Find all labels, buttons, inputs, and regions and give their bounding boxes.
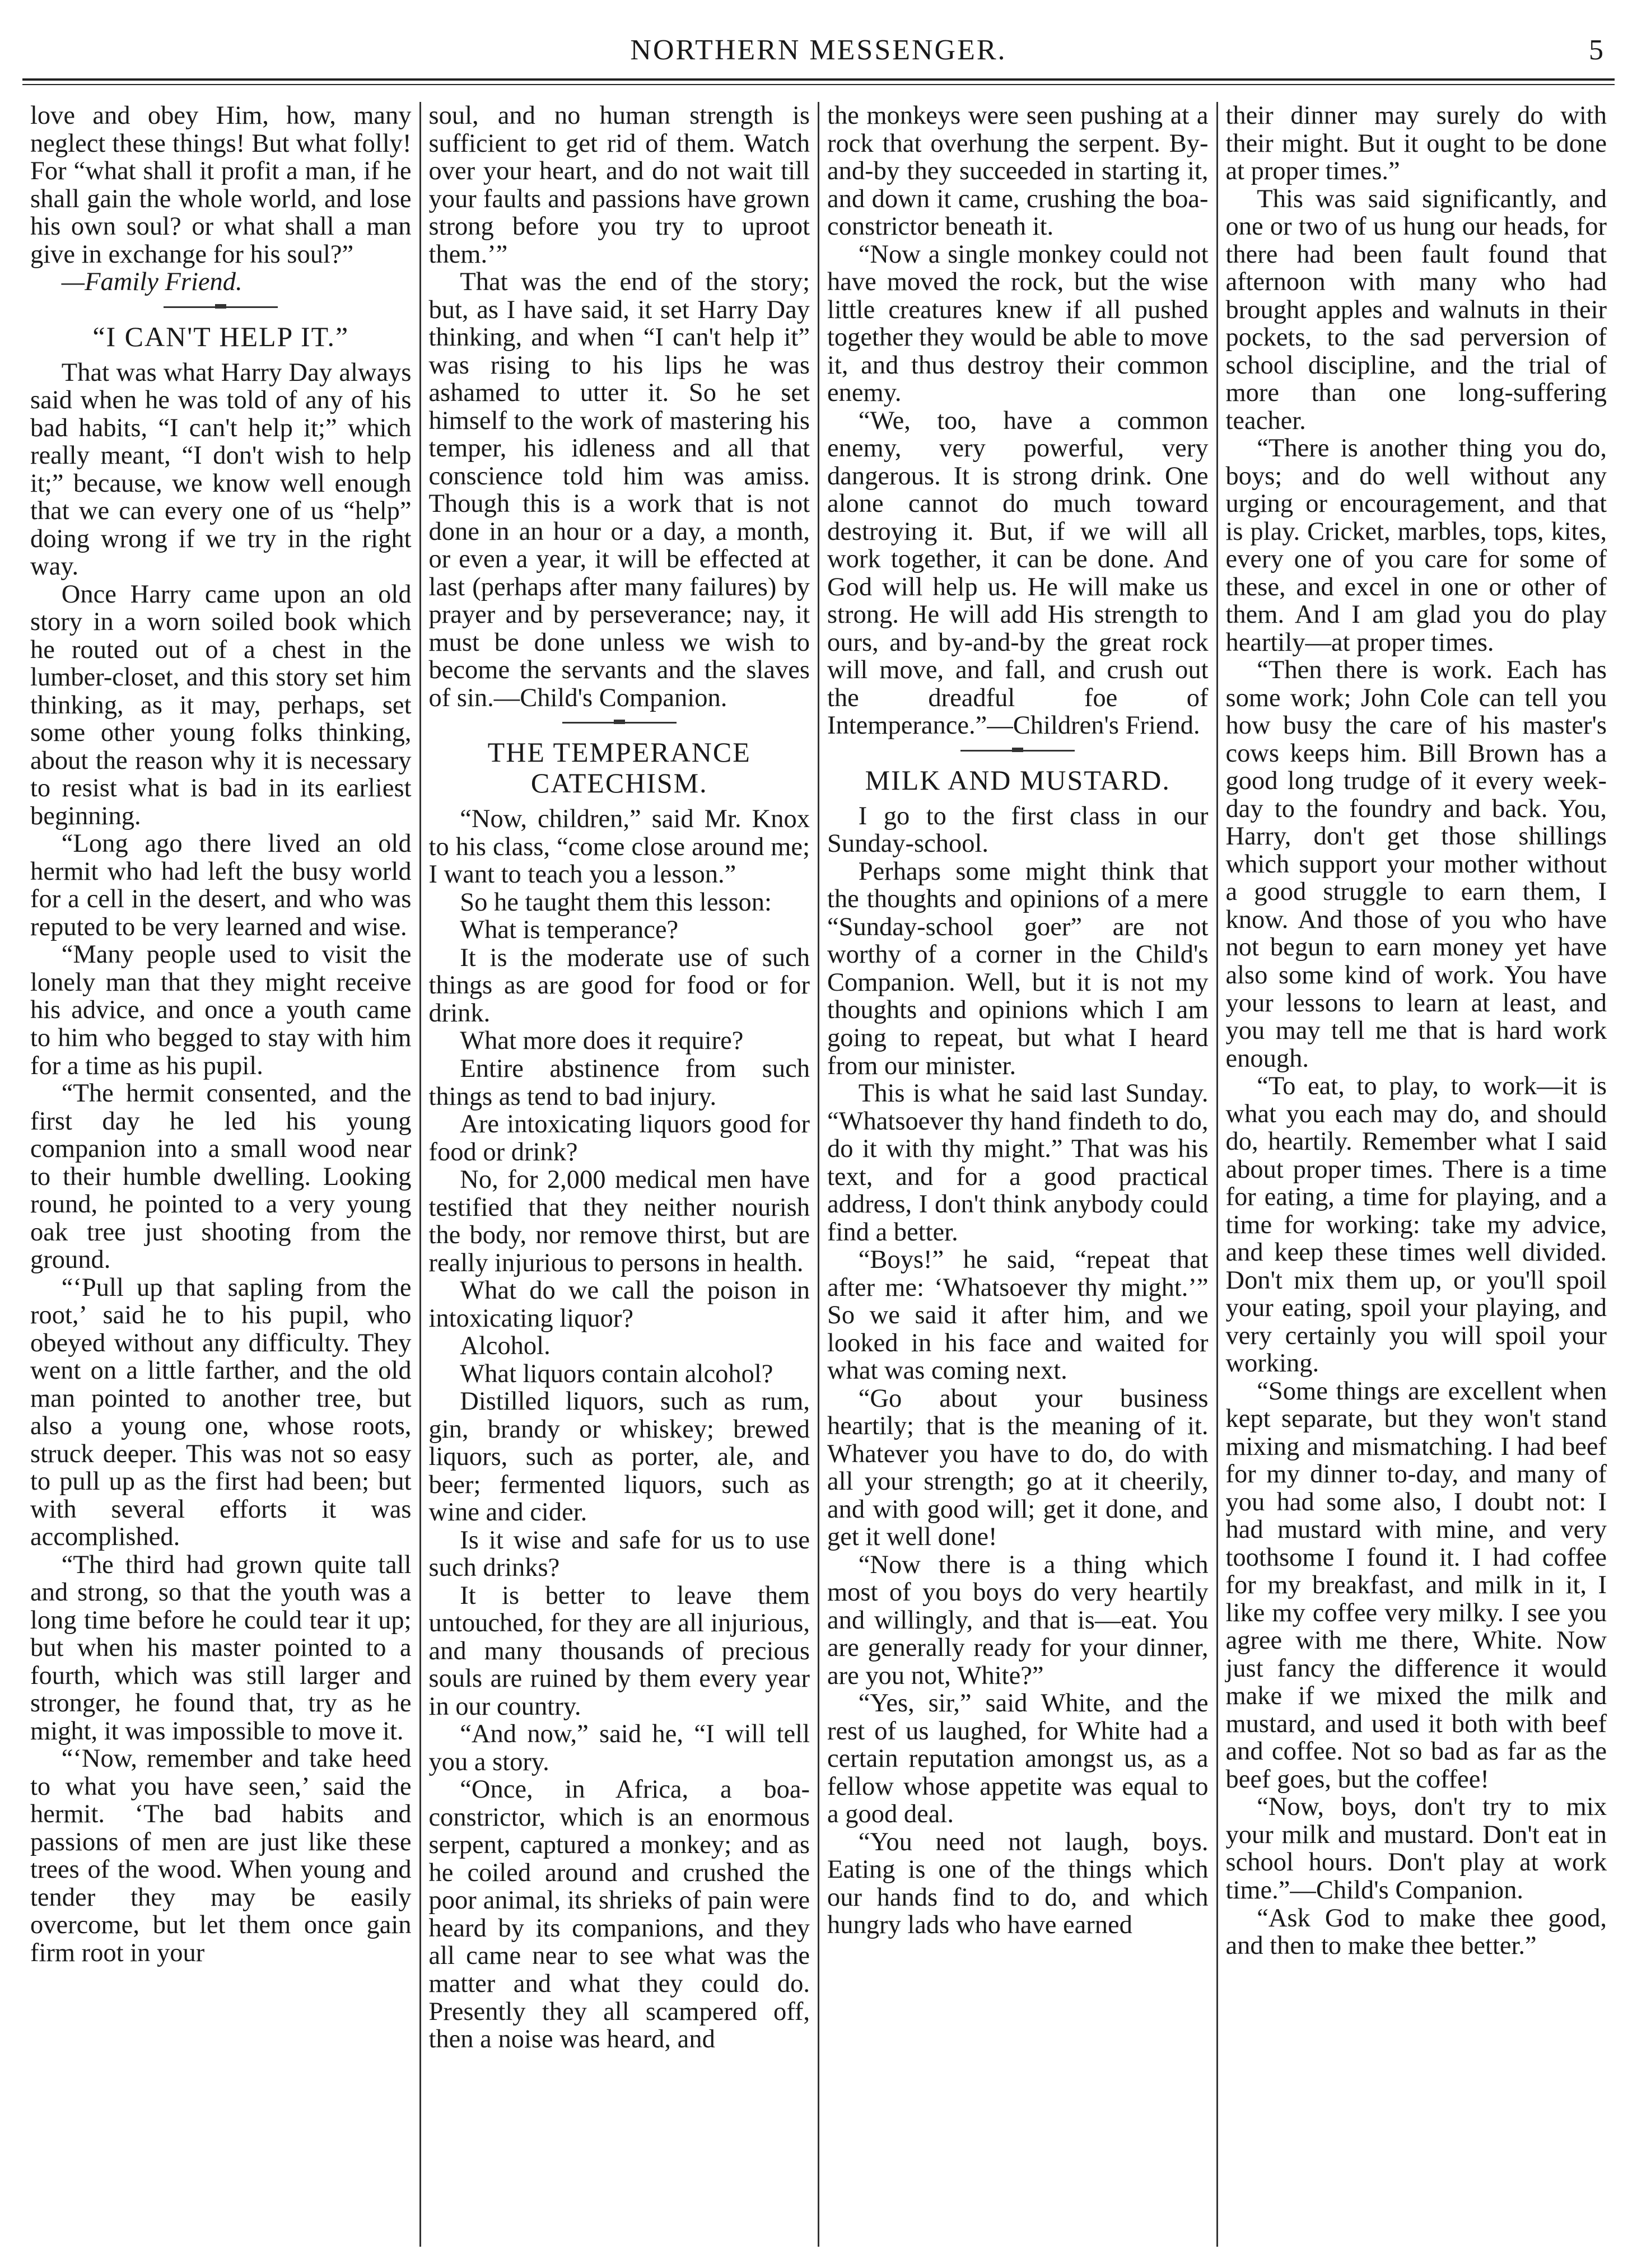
paragraph: “You need not laugh, boys. Eating is one of the things which our hands find to do, and which hungry lads who have earned xyxy=(827,1827,1209,1940)
paragraph: “Now there is a thing which most of you boys do very heartily and willingly, and that is—eat. You are generally ready for your dinner, are you not, White?” xyxy=(827,1550,1209,1690)
attribution: —Family Friend. xyxy=(61,268,242,297)
paragraph: “Ask God to make thee good, and then to make thee better.” xyxy=(1225,1903,1607,1961)
masthead-title: NORTHERN MESSENGER. xyxy=(630,34,1007,66)
catechism-answer: Distilled liquors, such as rum, gin, brandy or whiskey; brewed liquors, such as porter, ale, and beer; fermented liquors, such as wine and cider. xyxy=(428,1387,810,1527)
catechism-question: What do we call the poison in intoxicating liquor? xyxy=(428,1276,810,1333)
paragraph: So he taught them this lesson: xyxy=(460,888,772,917)
paragraph: This was said significantly, and one or two of us hung our heads, for there had been fault found that afternoon with many who had brought apples and walnuts in their pockets, to the sad perversion of school discipline, and the trial of more than one long-suffering teacher. xyxy=(1225,184,1607,435)
paragraph: “There is another thing you do, boys; and do well without any urging or encouragement, and that is play. Cricket, marbles, tops, kites, every one of you care for some of these, and excel in one or other of them. And I am glad you do play heartily—at proper times. xyxy=(1225,434,1607,657)
paragraph: “We, too, have a common enemy, very powerful, very dangerous. It is strong drink. One alone cannot do much toward destroying it. But, if we will all work together, it can be done. And God will help us. He will make us strong. He will add His strength to ours, and by-and-by the great rock will move, and fall, and crush out the dreadful foe of Intemperance.”—Children's Friend. xyxy=(827,406,1209,740)
paragraph: “The third had grown quite tall and strong, so that the youth was a long time before he could tear it up; but when his master pointed to a fourth, which was still larger and stronger, he found that, try as he might, it was impossible to move it. xyxy=(30,1550,412,1746)
paragraph: “Then there is work. Each has some work; John Cole can tell you how busy the care of his master's cows keeps him. Bill Brown has a good long trudge of it every week-day to the foundry and back. You, Harry, don't get those shillings which support your mother without a good struggle to earn them, I know. And those of you who have not begun to earn money yet have also some kind of work. You have your lessons to learn at least, and you may tell me that is hard work enough. xyxy=(1225,656,1607,1073)
column-2 xyxy=(419,102,818,2247)
paragraph: soul, and no human strength is sufficient to get rid of them. Watch over your heart, and do not wait till your faults and passions have grown strong before you try to uproot them.’” xyxy=(428,102,810,269)
article-title-milk-and-mustard: MILK AND MUSTARD. xyxy=(865,764,1170,796)
article-title-cant-help-it: “I CAN'T HELP IT.” xyxy=(92,320,349,352)
paragraph: “The hermit consented, and the first day he led his young companion into a small wood near to their humble dwelling. Looking round, he pointed to a very young oak tree just shooting from the ground. xyxy=(30,1079,412,1275)
paragraph: “Yes, sir,” said White, and the rest of us laughed, for White had a certain reputation amongst us, as a fellow whose appetite was equal to a good deal. xyxy=(827,1689,1209,1829)
catechism-question: Are intoxicating liquors good for food or drink? xyxy=(428,1110,810,1166)
catechism-answer: No, for 2,000 medical men have testified that they neither nourish the body, nor remove thirst, but are really injurious to persons in health. xyxy=(428,1165,810,1277)
paragraph: “Boys!” he said, “repeat that after me: ‘Whatsoever thy might.’” So we said it after him, and we looked in his face and waited for what was coming next. xyxy=(827,1245,1209,1385)
paragraph: Perhaps some might think that the thoughts and opinions of a mere “Sunday-school goer” are not worthy of a corner in the Child's Companion. Well, but it is not my thoughts and opinions which I am going to repeat, but what I heard from our minister. xyxy=(827,857,1209,1080)
paragraph: This is what he said last Sunday. “Whatsoever thy hand findeth to do, do it with thy might.” That was his text, and for a good practical address, I don't think anybody could find a better. xyxy=(827,1079,1209,1247)
paragraph: “Go about your business heartily; that is the meaning of it. Whatever you have to do, do with all your strength; go at it cheerily, and with good will; get it done, and get it well done! xyxy=(827,1384,1209,1552)
page-header xyxy=(22,12,1615,96)
paragraph: “Many people used to visit the lonely man that they might receive his advice, and once a youth came to him who begged to stay with him for a time as his pupil. xyxy=(30,940,412,1080)
paragraph: That was the end of the story; but, as I have said, it set Harry Day thinking, and when “I can't help it” was rising to his lips he was ashamed to utter it. So he set himself to the work of mastering his temper, his idleness and all that conscience told him was amiss. Though this is a work that is not done in an hour or a day, a month, or even a year, it will be effected at last (perhaps after many failures) by prayer and by perseverance; nay, it must be done unless we wish to become the servants and the slaves of sin.—Child's Companion. xyxy=(428,268,810,712)
section-divider xyxy=(960,750,1075,752)
catechism-answer: Alcohol. xyxy=(460,1332,551,1361)
paragraph: “And now,” said he, “I will tell you a story. xyxy=(428,1720,810,1776)
catechism-question: What more does it require? xyxy=(460,1026,744,1056)
header-rule xyxy=(22,78,1615,85)
paragraph: “Now, boys, don't try to mix your milk and mustard. Don't eat in school hours. Don't play at work time.”—Child's Companion. xyxy=(1225,1793,1607,1905)
paragraph: the monkeys were seen pushing at a rock that overhung the serpent. By-and-by they succeeded in starting it, and down it came, crushing the boa-constrictor beneath it. xyxy=(827,102,1209,241)
paragraph: “Some things are excellent when kept separate, but they won't stand mixing and mismatching. I had beef for my dinner to-day, and many of you had some also, I doubt not: I had mustard with mine, and very toothsome I found it. I had coffee for my breakfast, and milk in it, I like my coffee very milky. I see you agree with me there, White. Now just fancy the difference it would make if we mixed the milk and mustard, and used it both with beef and coffee. Not so bad as far as the beef goes, but the coffee! xyxy=(1225,1376,1607,1794)
paragraph: “Now a single monkey could not have moved the rock, but the wise little creatures knew if all pushed together they would be able to move it, and thus destroy their common enemy. xyxy=(827,240,1209,408)
paragraph: “Long ago there lived an old hermit who had left the busy world for a cell in the desert, and who was reputed to be very learned and wise. xyxy=(30,829,412,941)
catechism-answer: It is the moderate use of such things as are good for food or for drink. xyxy=(428,943,810,1028)
paragraph: “‘Now, remember and take heed to what you have seen,’ said the hermit. ‘The bad habits and passions of men are just like these trees of the wood. When young and tender they may be easily overcome, but let them once gain firm root in your xyxy=(30,1744,412,1967)
catechism-answer: Entire abstinence from such things as tend to bad injury. xyxy=(428,1054,810,1111)
catechism-answer: It is better to leave them untouched, for they are all injurious, and many thousands of precious souls are ruined by them every year in our country. xyxy=(428,1581,810,1721)
column-1 xyxy=(22,102,419,2247)
paragraph: I go to the first class in our Sunday-school. xyxy=(827,801,1209,858)
paragraph: “‘Pull up that sapling from the root,’ said he to his pupil, who obeyed without any difficulty. They went on a little farther, and the old man pointed to another tree, but also a young one, whose roots, struck deeper. This was not so easy to pull up as the first had been; but with several efforts it was accomplished. xyxy=(30,1273,412,1552)
newspaper-page xyxy=(22,12,1615,2252)
column-3 xyxy=(818,102,1216,2247)
article-columns xyxy=(22,102,1615,2247)
paragraph: Once Harry came upon an old story in a worn soiled book which he routed out of a chest in the lumber-closet, and this story set him thinking, as it may, perhaps, set some other young folks thinking, about the reason why it is necessary to resist what is bad in its earliest beginning. xyxy=(30,580,412,830)
section-divider xyxy=(562,722,677,724)
catechism-question: What liquors contain alcohol? xyxy=(460,1359,773,1388)
paragraph: “To eat, to play, to work—it is what you each may do, and should do, heartily. Remember what I said about proper times. There is a time for eating, a time for playing, and a time for working: take my advice, and keep these times well divided. Don't mix them up, or you'll spoil your eating, spoil your playing, and very certainly you will spoil your working. xyxy=(1225,1072,1607,1378)
paragraph: their dinner may surely do with their might. But it ought to be done at proper times.” xyxy=(1225,102,1607,186)
column-4 xyxy=(1216,102,1615,2247)
catechism-question: What is temperance? xyxy=(460,916,679,945)
paragraph: That was what Harry Day always said when he was told of any of his bad habits, “I can't help it;” which really meant, “I don't wish to help it;” because, we know well enough that we can every one of us “help” doing wrong if we try in the right way. xyxy=(30,358,412,581)
page-number: 5 xyxy=(1589,34,1603,66)
paragraph: “Once, in Africa, a boa-constrictor, which is an enormous serpent, captured a monkey; and as he coiled around and crushed the poor animal, its shrieks of pain were heard by its companions, and they all came near to see what was the matter and what they could do. Presently they all scampered off, then a noise was heard, and xyxy=(428,1775,810,2054)
catechism-question: Is it wise and safe for us to use such drinks? xyxy=(428,1525,810,1583)
paragraph: love and obey Him, how, many neglect these things! But what folly! For “what shall it profit a man, if he shall gain the whole world, and lose his own soul? or what shall a man give in exchange for his soul?” xyxy=(30,102,412,269)
section-divider xyxy=(164,306,278,308)
paragraph: “Now, children,” said Mr. Knox to his class, “come close around me; I want to teach you a lesson.” xyxy=(428,805,810,889)
article-title-temperance-catechism: THE TEMPERANCE CATECHISM. xyxy=(487,736,751,799)
